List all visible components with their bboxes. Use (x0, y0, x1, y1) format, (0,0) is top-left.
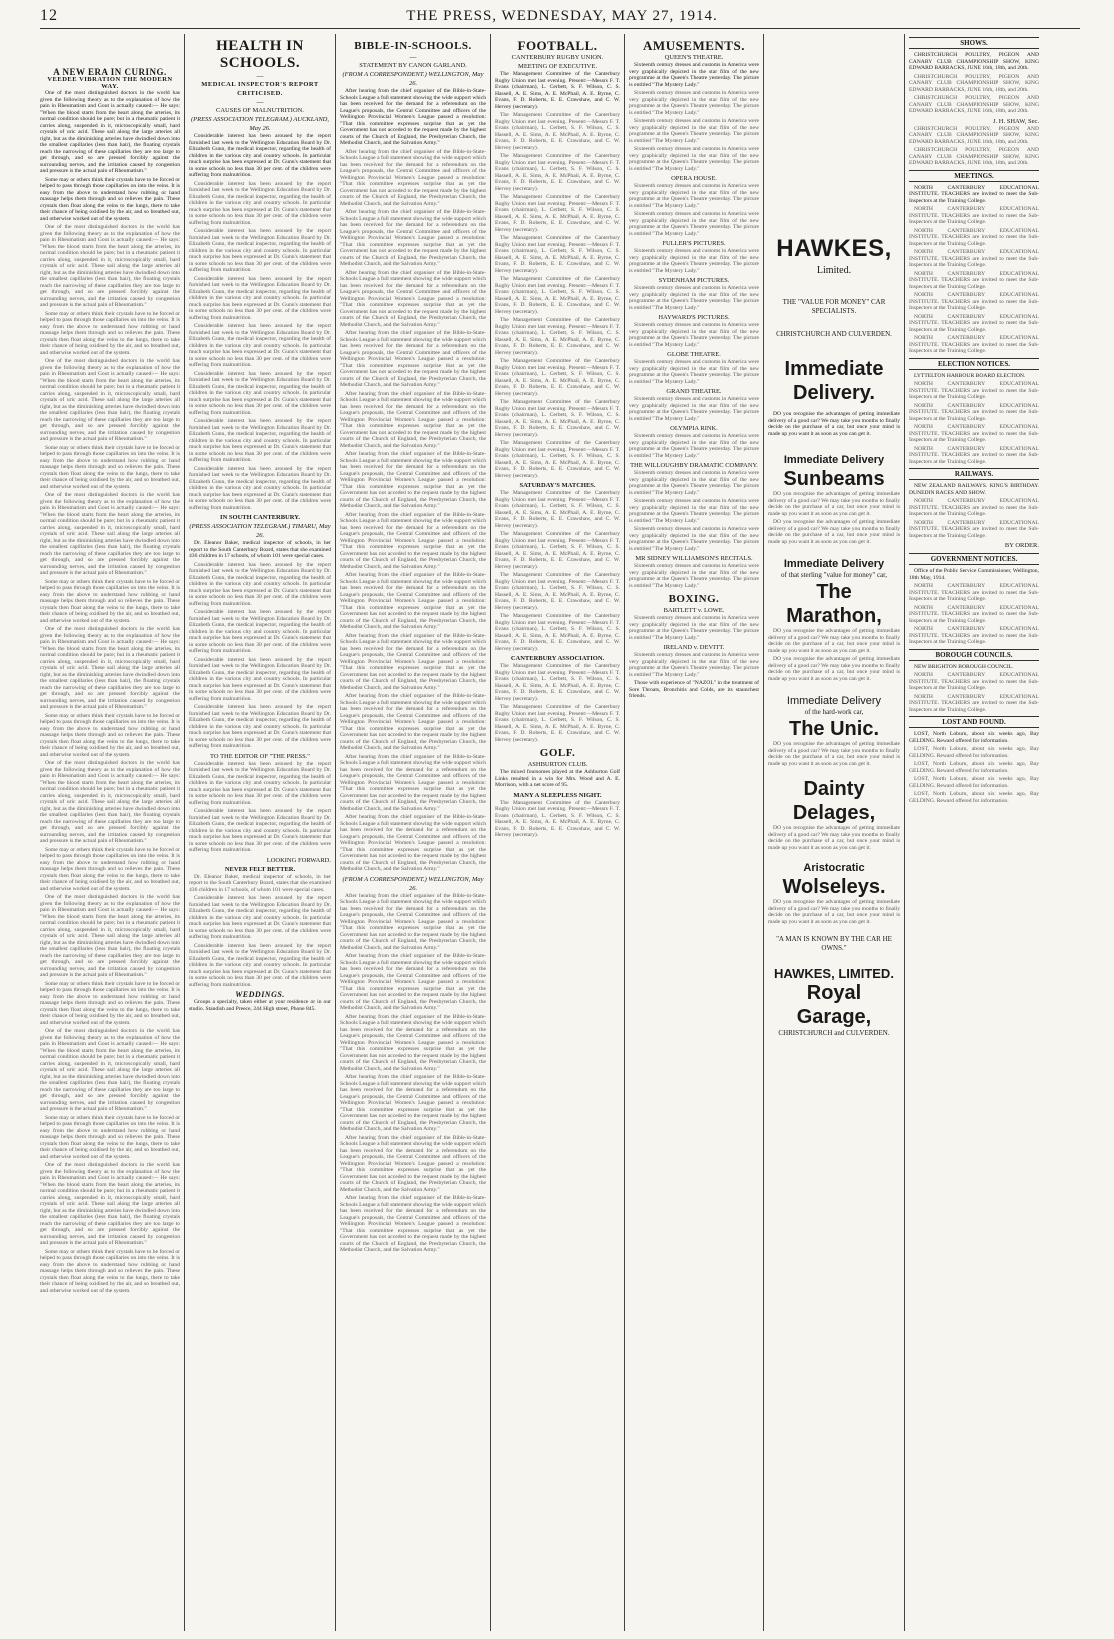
section-railways: RAILWAYS. (909, 468, 1039, 480)
ad-hawkes: HAWKES, Limited. THE "VALUE FOR MONEY" CAR SPECIALISTS. CHRISTCHURCH AND CULVERDEN. Immediate Delivery. DO you recognise the advantages of getting immediate delivery of a good car? We may take you months to finally decide on the purchase of a car, but once your mind is made up you want it as soon as you can get it. Immediate Delivery Sunbeams DO you recognise the advantages of getting immediate delivery of a good car? We may take you months to finally decide on the purchase of a car, but once your mind is made up you want it as soon as you can get it. DO you recognise the advantages of getting immediate delivery of a good car? We may take you months to finally decide on the purchase of a car, but once your mind is made up you want it as soon as you can get it. Immediate Delivery of that sterling "value for money" car, The Marathon, DO you recognise the advantages of getting immediate delivery of a good car? We may take you months to finally decide on the purchase of a car, but once your mind is made up you want it as soon as you can get it. DO you recognise the advantages of getting immediate delivery of a good car? We may take you months to finally decide on the purchase of a car, but once your mind is made up you want it as soon as you can get it. Immediate Delivery of the hard-work car, The Unic. DO you recognise the advantages of getting immediate delivery of a good car? We may take you months to finally decide on the purchase of a car, but once your mind is made up you want it as soon as you can get it. Dainty Delages, DO you recognise the advantages of getting immediate delivery of a good car? We may take you months to finally decide on the purchase of a car, but once your mind is made up you want it as soon as you can get it. Aristocratic Wolseleys. DO you recognise the advantages of getting immediate delivery of a good car? We may take you months to finally decide on the purchase of a car, but once your mind is made up you want it as soon as you can get it. "A MAN IS KNOWN BY THE CAR HE OWNS." HAWKES, LIMITED. Royal Garage, CHRISTCHURCH and CULVERDEN. (768, 235, 900, 1037)
headline-health: HEALTH IN SCHOOLS. (216, 38, 304, 71)
column-rule (335, 34, 336, 1631)
column-health: HEALTH IN SCHOOLS. — MEDICAL INSPECTOR'S REPORT CRITICISED. — CAUSES OF MALNUTRITION. (PRESS ASSOCIATION TELEGRAM.) AUCKLAND, May 26. Considerable interest has been aroused by the report furnished last week to the Wellington Education Board by Dr. Elizabeth Gunn, the medical inspector, regarding the health of children in the various city and country schools. In particular much surprise has been expressed at Dr. Gunn's statement that in some schools no less than 30 per cent. of the children were suffering from malnutrition. Considerable interest has been aroused by the report furnished last week to the Wellington Education Board by Dr. Elizabeth Gunn, the medical inspector, regarding the health of children in the various city and country schools. In particular much surprise has been expressed at Dr. Gunn's statement that in some schools no less than 30 per cent. of the children were suffering from malnutrition. Considerable interest has been aroused by the report furnished last week to the Wellington Education Board by Dr. Elizabeth Gunn, the medical inspector, regarding the health of children in the various city and country schools. In particular much surprise has been expressed at Dr. Gunn's statement that in some schools no less than 30 per cent. of the children were suffering from malnutrition. Considerable interest has been aroused by the report furnished last week to the Wellington Education Board by Dr. Elizabeth Gunn, the medical inspector, regarding the health of children in the various city and country schools. In particular much surprise has been expressed at Dr. Gunn's statement that in some schools no less than 30 per cent. of the children were suffering from malnutrition. Considerable interest has been aroused by the report furnished last week to the Wellington Education Board by Dr. Elizabeth Gunn, the medical inspector, regarding the health of children in the various city and country schools. In particular much surprise has been expressed at Dr. Gunn's statement that in some schools no less than 30 per cent. of the children were suffering from malnutrition. Considerable interest has been aroused by the report furnished last week to the Wellington Education Board by Dr. Elizabeth Gunn, the medical inspector, regarding the health of children in the various city and country schools. In particular much surprise has been expressed at Dr. Gunn's statement that in some schools no less than 30 per cent. of the children were suffering from malnutrition. Considerable interest has been aroused by the report furnished last week to the Wellington Education Board by Dr. Elizabeth Gunn, the medical inspector, regarding the health of children in the various city and country schools. In particular much surprise has been expressed at Dr. Gunn's statement that in some schools no less than 30 per cent. of the children were suffering from malnutrition. Considerable interest has been aroused by the report furnished last week to the Wellington Education Board by Dr. Elizabeth Gunn, the medical inspector, regarding the health of children in the various city and country schools. In particular much surprise has been expressed at Dr. Gunn's statement that in some schools no less than 30 per cent. of the children were suffering from malnutrition. IN SOUTH CANTERBURY. (PRESS ASSOCIATION TELEGRAM.) TIMARU, May 26. Dr. Eleanor Baker, medical inspector of schools, in her report to the South Canterbury Board, states that she examined 436 children in 17 schools, of whom 101 were special cases. Considerable interest has been aroused by the report furnished last week to the Wellington Education Board by Dr. Elizabeth Gunn, the medical inspector, regarding the health of children in the various city and country schools. In particular much surprise has been expressed at Dr. Gunn's statement that in some schools no less than 30 per cent. of the children were suffering from malnutrition. Considerable interest has been aroused by the report furnished last week to the Wellington Education Board by Dr. Elizabeth Gunn, the medical inspector, regarding the health of children in the various city and country schools. In particular much surprise has been expressed at Dr. Gunn's statement that in some schools no less than 30 per cent. of the children were suffering from malnutrition. Considerable interest has been aroused by the report furnished last week to the Wellington Education Board by Dr. Elizabeth Gunn, the medical inspector, regarding the health of children in the various city and country schools. In particular much surprise has been expressed at Dr. Gunn's statement that in some schools no less than 30 per cent. of the children were suffering from malnutrition. Considerable interest has been aroused by the report furnished last week to the Wellington Education Board by Dr. Elizabeth Gunn, the medical inspector, regarding the health of children in the various city and country schools. In particular much surprise has been expressed at Dr. Gunn's statement that in some schools no less than 30 per cent. of the children were suffering from malnutrition. TO THE EDITOR OF "THE PRESS." Considerable interest has been aroused by the report furnished last week to the Wellington Education Board by Dr. Elizabeth Gunn, the medical inspector, regarding the health of children in the various city and country schools. In particular much surprise has been expressed at Dr. Gunn's statement that in some schools no less than 30 per cent. of the children were suffering from malnutrition. Considerable interest has been aroused by the report furnished last week to the Wellington Education Board by Dr. Elizabeth Gunn, the medical inspector, regarding the health of children in the various city and country schools. In particular much surprise has been expressed at Dr. Gunn's statement that in some schools no less than 30 per cent. of the children were suffering from malnutrition. LOOKING FORWARD. NEVER FELT BETTER. Dr. Eleanor Baker, medical inspector of schools, in her report to the South Canterbury Board, states that she examined 436 children in 17 schools, of whom 101 were special cases. Considerable interest has been aroused by the report furnished last week to the Wellington Education Board by Dr. Elizabeth Gunn, the medical inspector, regarding the health of children in the various city and country schools. In particular much surprise has been expressed at Dr. Gunn's statement that in some schools no less than 30 per cent. of the children were suffering from malnutrition. Considerable interest has been aroused by the report furnished last week to the Wellington Education Board by Dr. Elizabeth Gunn, the medical inspector, regarding the health of children in the various city and country schools. In particular much surprise has been expressed at Dr. Gunn's statement that in some schools no less than 30 per cent. of the children were suffering from malnutrition. WEDDINGS. Groups a specialty, taken either at your residence or in our studio. Standish and Preece, 244 High street, Phone 845. (189, 38, 331, 1012)
section-meetings: MEETINGS. (909, 170, 1039, 182)
ad-quote: "A MAN IS KNOWN BY THE CAR HE OWNS." (776, 935, 892, 952)
subhead-veedee: VEEDEE VIBRATION THE MODERN WAY. (47, 76, 173, 90)
column-bible: BIBLE-IN-SCHOOLS. — STATEMENT BY CANON GARLAND. (FROM A CORRESPONDENT.) WELLINGTON, May 26. After hearing from the chief organiser of the Bible-in-State-Schools League a full statement showing the wide support which has been received for the demand for a referendum on the League's proposals, the Central Committee and officers of the Wellington Provincial Women's League passed a resolution: "That this committee expresses surprise that as yet the Government has not acceded to the request made by the highest courts of the Church of England, the Presbyterian Church, the Methodist Church, and the Salvation Army." After hearing from the chief organiser of the Bible-in-State-Schools League a full statement showing the wide support which has been received for the demand for a referendum on the League's proposals, the Central Committee and officers of the Wellington Provincial Women's League passed a resolution: "That this committee expresses surprise that as yet the Government has not acceded to the request made by the highest courts of the Church of England, the Presbyterian Church, the Methodist Church, and the Salvation Army." After hearing from the chief organiser of the Bible-in-State-Schools League a full statement showing the wide support which has been received for the demand for a referendum on the League's proposals, the Central Committee and officers of the Wellington Provincial Women's League passed a resolution: "That this committee expresses surprise that as yet the Government has not acceded to the request made by the highest courts of the Church of England, the Presbyterian Church, the Methodist Church, and the Salvation Army." After hearing from the chief organiser of the Bible-in-State-Schools League a full statement showing the wide support which has been received for the demand for a referendum on the League's proposals, the Central Committee and officers of the Wellington Provincial Women's League passed a resolution: "That this committee expresses surprise that as yet the Government has not acceded to the request made by the highest courts of the Church of England, the Presbyterian Church, the Methodist Church, and the Salvation Army." After hearing from the chief organiser of the Bible-in-State-Schools League a full statement showing the wide support which has been received for the demand for a referendum on the League's proposals, the Central Committee and officers of the Wellington Provincial Women's League passed a resolution: "That this committee expresses surprise that as yet the Government has not acceded to the request made by the highest courts of the Church of England, the Presbyterian Church, the Methodist Church, and the Salvation Army." After hearing from the chief organiser of the Bible-in-State-Schools League a full statement showing the wide support which has been received for the demand for a referendum on the League's proposals, the Central Committee and officers of the Wellington Provincial Women's League passed a resolution: "That this committee expresses surprise that as yet the Government has not acceded to the request made by the highest courts of the Church of England, the Presbyterian Church, the Methodist Church, and the Salvation Army." After hearing from the chief organiser of the Bible-in-State-Schools League a full statement showing the wide support which has been received for the demand for a referendum on the League's proposals, the Central Committee and officers of the Wellington Provincial Women's League passed a resolution: "That this committee expresses surprise that as yet the Government has not acceded to the request made by the highest courts of the Church of England, the Presbyterian Church, the Methodist Church, and the Salvation Army." After hearing from the chief organiser of the Bible-in-State-Schools League a full statement showing the wide support which has been received for the demand for a referendum on the League's proposals, the Central Committee and officers of the Wellington Provincial Women's League passed a resolution: "That this committee expresses surprise that as yet the Government has not acceded to the request made by the highest courts of the Church of England, the Presbyterian Church, the Methodist Church, and the Salvation Army." After hearing from the chief organiser of the Bible-in-State-Schools League a full statement showing the wide support which has been received for the demand for a referendum on the League's proposals, the Central Committee and officers of the Wellington Provincial Women's League passed a resolution: "That this committee expresses surprise that as yet the Government has not acceded to the request made by the highest courts of the Church of England, the Presbyterian Church, the Methodist Church, and the Salvation Army." After hearing from the chief organiser of the Bible-in-State-Schools League a full statement showing the wide support which has been received for the demand for a referendum on the League's proposals, the Central Committee and officers of the Wellington Provincial Women's League passed a resolution: "That this committee expresses surprise that as yet the Government has not acceded to the request made by the highest courts of the Church of England, the Presbyterian Church, the Methodist Church, and the Salvation Army." After hearing from the chief organiser of the Bible-in-State-Schools League a full statement showing the wide support which has been received for the demand for a referendum on the League's proposals, the Central Committee and officers of the Wellington Provincial Women's League passed a resolution: "That this committee expresses surprise that as yet the Government has not acceded to the request made by the highest courts of the Church of England, the Presbyterian Church, the Methodist Church, and the Salvation Army." After hearing from the chief organiser of the Bible-in-State-Schools League a full statement showing the wide support which has been received for the demand for a referendum on the League's proposals, the Central Committee and officers of the Wellington Provincial Women's League passed a resolution: "That this committee expresses surprise that as yet the Government has not acceded to the request made by the highest courts of the Church of England, the Presbyterian Church, the Methodist Church, and the Salvation Army." After hearing from the chief organiser of the Bible-in-State-Schools League a full statement showing the wide support which has been received for the demand for a referendum on the League's proposals, the Central Committee and officers of the Wellington Provincial Women's League passed a resolution: "That this committee expresses surprise that as yet the Government has not acceded to the request made by the highest courts of the Church of England, the Presbyterian Church, the Methodist Church, and the Salvation Army." (FROM A CORRESPONDENT.) WELLINGTON, May 26. After hearing from the chief organiser of the Bible-in-State-Schools League a full statement showing the wide support which has been received for the demand for a referendum on the League's proposals, the Central Committee and officers of the Wellington Provincial Women's League passed a resolution: "That this committee expresses surprise that as yet the Government has not acceded to the request made by the highest courts of the Church of England, the Presbyterian Church, the Methodist Church, and the Salvation Army." After hearing from the chief organiser of the Bible-in-State-Schools League a full statement showing the wide support which has been received for the demand for a referendum on the League's proposals, the Central Committee and officers of the Wellington Provincial Women's League passed a resolution: "That this committee expresses surprise that as yet the Government has not acceded to the request made by the highest courts of the Church of England, the Presbyterian Church, the Methodist Church, and the Salvation Army." After hearing from the chief organiser of the Bible-in-State-Schools League a full statement showing the wide support which has been received for the demand for a referendum on the League's proposals, the Central Committee and officers of the Wellington Provincial Women's League passed a resolution: "That this committee expresses surprise that as yet the Government has not acceded to the request made by the highest courts of the Church of England, the Presbyterian Church, the Methodist Church, and the Salvation Army." After hearing from the chief organiser of the Bible-in-State-Schools League a full statement showing the wide support which has been received for the demand for a referendum on the League's proposals, the Central Committee and officers of the Wellington Provincial Women's League passed a resolution: "That this committee expresses surprise that as yet the Government has not acceded to the request made by the highest courts of the Church of England, the Presbyterian Church, the Methodist Church, and the Salvation Army." After hearing from the chief organiser of the Bible-in-State-Schools League a full statement showing the wide support which has been received for the demand for a referendum on the League's proposals, the Central Committee and officers of the Wellington Provincial Women's League passed a resolution: "That this committee expresses surprise that as yet the Government has not acceded to the request made by the highest courts of the Church of England, the Presbyterian Church, the Methodist Church, and the Salvation Army." After hearing from the chief organiser of the Bible-in-State-Schools League a full statement showing the wide support which has been received for the demand for a referendum on the League's proposals, the Central Committee and officers of the Wellington Provincial Women's League passed a resolution: "That this committee expresses surprise that as yet the Government has not acceded to the request made by the highest courts of the Church of England, the Presbyterian Church, the Methodist Church, and the Salvation Army." (340, 40, 486, 1253)
column-rule (184, 34, 185, 1631)
column-amusements: AMUSEMENTS. QUEEN'S THEATRE. Sixteenth century dresses and customs in America were very graphically depicted in the star film of the new programme at the Queen's Theatre yesterday. The picture is entitled "The Mystery Lady." Sixteenth century dresses and customs in America were very graphically depicted in the star film of the new programme at the Queen's Theatre yesterday. The picture is entitled "The Mystery Lady." Sixteenth century dresses and customs in America were very graphically depicted in the star film of the new programme at the Queen's Theatre yesterday. The picture is entitled "The Mystery Lady." Sixteenth century dresses and customs in America were very graphically depicted in the star film of the new programme at the Queen's Theatre yesterday. The picture is entitled "The Mystery Lady." OPERA HOUSE. Sixteenth century dresses and customs in America were very graphically depicted in the star film of the new programme at the Queen's Theatre yesterday. The picture is entitled "The Mystery Lady." Sixteenth century dresses and customs in America were very graphically depicted in the star film of the new programme at the Queen's Theatre yesterday. The picture is entitled "The Mystery Lady." FULLER'S PICTURES. Sixteenth century dresses and customs in America were very graphically depicted in the star film of the new programme at the Queen's Theatre yesterday. The picture is entitled "The Mystery Lady." SYDENHAM PICTURES. Sixteenth century dresses and customs in America were very graphically depicted in the star film of the new programme at the Queen's Theatre yesterday. The picture is entitled "The Mystery Lady." HAYWARD'S PICTURES. Sixteenth century dresses and customs in America were very graphically depicted in the star film of the new programme at the Queen's Theatre yesterday. The picture is entitled "The Mystery Lady." GLOBE THEATRE. Sixteenth century dresses and customs in America were very graphically depicted in the star film of the new programme at the Queen's Theatre yesterday. The picture is entitled "The Mystery Lady." GRAND THEATRE. Sixteenth century dresses and customs in America were very graphically depicted in the star film of the new programme at the Queen's Theatre yesterday. The picture is entitled "The Mystery Lady." OLYMPIA RINK. Sixteenth century dresses and customs in America were very graphically depicted in the star film of the new programme at the Queen's Theatre yesterday. The picture is entitled "The Mystery Lady." THE WILLOUGHBY DRAMATIC COMPANY. Sixteenth century dresses and customs in America were very graphically depicted in the star film of the new programme at the Queen's Theatre yesterday. The picture is entitled "The Mystery Lady." Sixteenth century dresses and customs in America were very graphically depicted in the star film of the new programme at the Queen's Theatre yesterday. The picture is entitled "The Mystery Lady." Sixteenth century dresses and customs in America were very graphically depicted in the star film of the new programme at the Queen's Theatre yesterday. The picture is entitled "The Mystery Lady." MR SIDNEY WILLIAMSON'S RECITALS. Sixteenth century dresses and customs in America were very graphically depicted in the star film of the new programme at the Queen's Theatre yesterday. The picture is entitled "The Mystery Lady." BOXING. BARTLETT v. LOWE. Sixteenth century dresses and customs in America were very graphically depicted in the star film of the new programme at the Queen's Theatre yesterday. The picture is entitled "The Mystery Lady." IRELAND v. DEVITT. Sixteenth century dresses and customs in America were very graphically depicted in the star film of the new programme at the Queen's Theatre yesterday. The picture is entitled "The Mystery Lady." Those with experience of "NAZOL" in the treatment of Sore Throats, Bronchitis and Colds, are its staunchest friends. (629, 38, 759, 699)
dateline-auckland: (PRESS ASSOCIATION TELEGRAM.) AUCKLAND, May 26. (190, 116, 329, 132)
ad-marathon: The Marathon, (786, 581, 882, 627)
page-number: 12 (40, 7, 58, 24)
column-rule (490, 34, 491, 1631)
health-body: Considerable interest has been aroused by the report furnished last week to the Wellington Education Board by Dr. Elizabeth Gunn, the medical inspector, regarding the health of children in the various city and country schools. In particular much surprise has been expressed at Dr. Gunn's statement that in some schools no less than 30 per cent. of the children were suffering from malnutrition. (189, 133, 331, 178)
masthead (40, 4, 1080, 29)
section-lost-found: LOST AND FOUND. (909, 716, 1039, 728)
ad-brand: HAWKES, (776, 235, 892, 262)
paper-title: THE PRESS, WEDNESDAY, MAY 27, 1914. (406, 7, 718, 24)
ad-delages: Dainty Delages, (792, 778, 876, 824)
ad-royal-garage: Royal Garage, (796, 982, 872, 1028)
ad-tagline: THE "VALUE FOR MONEY" CAR SPECIALISTS. (782, 298, 886, 315)
weddings-notice: Groups a specialty, taken either at your residence or in our studio. Standish and Preece, 244 High street, Phone 845. (189, 999, 331, 1012)
article-filler: One of the most distinguished doctors in the world has given the following theory as to the explanation of how the pain in Rheumatism and Gout is actually caused:— He says: "When the blood starts from the heart along the arteries, its normal condition should be pure; but in a rheumatic patient it carries along, suspended in it, microscopically small, hard crystals of uric acid. These sail along the large arteries all right, but as the diminishing arteries have dwindled down into the smallest capillaries (less than hair), the floating crystals reach the narrowing of these capillaries they are too large to get through, and so are pressed forcibly against the surrounding nerves, and the irritation caused by congestion and pressure is the actual pain of Rheumatism." (40, 224, 180, 308)
ad-unic: The Unic. (788, 718, 879, 740)
ad-footer-brand: HAWKES, LIMITED. (774, 966, 894, 981)
weddings-heading: WEDDINGS. (235, 990, 285, 999)
subhead-causes: CAUSES OF MALNUTRITION. (216, 107, 304, 114)
headline-boxing: BOXING. (668, 593, 720, 605)
article-lead: One of the most distinguished doctors in the world has given the following theory as to the explanation of how the pain in Rheumatism and Gout is actually caused:— He says: "When the blood starts from the heart along the arteries, its normal condition should be pure; but in a rheumatic patient it carries along, suspended in it, microscopically small, hard crystals of uric acid. These sail along the large arteries all right, but as the diminishing arteries have dwindled down into the smallest capillaries (less than hair), the floating crystals reach the narrowing of these capillaries they are too large to get through, and so are pressed forcibly against the surrounding nerves, and the irritation caused by congestion and pressure is the actual pain of Rheumatism." (40, 90, 180, 174)
headline-golf: GOLF. (539, 747, 576, 759)
column-curing: A NEW ERA IN CURING. VEEDEE VIBRATION THE MODERN WAY. One of the most distinguished doctors in the world has given the following theory as to the explanation of how the pain in Rheumatism and Gout is actually caused:— He says: "When the blood starts from the heart along the arteries, its normal condition should be pure; but in a rheumatic patient it carries along, suspended in it, microscopically small, hard crystals of uric acid. These sail along the large arteries all right, but as the diminishing arteries have dwindled down into the smallest capillaries (less than hair), the floating crystals reach the narrowing of these capillaries they are too large to get through, and so are pressed forcibly against the surrounding nerves, and the irritation caused by congestion and pressure is the actual pain of Rheumatism." Some may or others think their crystals have to be forced or helped to pass through those capillaries on into the veins. It is easy from the above to understand how rubbing or hand massage helps them through and so relieves the pain. These crystals then float along the veins to the lungs, there to take their chance of being oxidised by the air, and so breathed out, and otherwise worked out of the system. One of the most distinguished doctors in the world has given the following theory as to the explanation of how the pain in Rheumatism and Gout is actually caused:— He says: "When the blood starts from the heart along the arteries, its normal condition should be pure; but in a rheumatic patient it carries along, suspended in it, microscopically small, hard crystals of uric acid. These sail along the large arteries all right, but as the diminishing arteries have dwindled down into the smallest capillaries (less than hair), the floating crystals reach the narrowing of these capillaries they are too large to get through, and so are pressed forcibly against the surrounding nerves, and the irritation caused by congestion and pressure is the actual pain of Rheumatism." Some may or others think their crystals have to be forced or helped to pass through those capillaries on into the veins. It is easy from the above to understand how rubbing or hand massage helps them through and so relieves the pain. These crystals then float along the veins to the lungs, there to take their chance of being oxidised by the air, and so breathed out, and otherwise worked out of the system. One of the most distinguished doctors in the world has given the following theory as to the explanation of how the pain in Rheumatism and Gout is actually caused:— He says: "When the blood starts from the heart along the arteries, its normal condition should be pure; but in a rheumatic patient it carries along, suspended in it, microscopically small, hard crystals of uric acid. These sail along the large arteries all right, but as the diminishing arteries have dwindled down into the smallest capillaries (less than hair), the floating crystals reach the narrowing of these capillaries they are too large to get through, and so are pressed forcibly against the surrounding nerves, and the irritation caused by congestion and pressure is the actual pain of Rheumatism." Some may or others think their crystals have to be forced or helped to pass through those capillaries on into the veins. It is easy from the above to understand how rubbing or hand massage helps them through and so relieves the pain. These crystals then float along the veins to the lungs, there to take their chance of being oxidised by the air, and so breathed out, and otherwise worked out of the system. One of the most distinguished doctors in the world has given the following theory as to the explanation of how the pain in Rheumatism and Gout is actually caused:— He says: "When the blood starts from the heart along the arteries, its normal condition should be pure; but in a rheumatic patient it carries along, suspended in it, microscopically small, hard crystals of uric acid. These sail along the large arteries all right, but as the diminishing arteries have dwindled down into the smallest capillaries (less than hair), the floating crystals reach the narrowing of these capillaries they are too large to get through, and so are pressed forcibly against the surrounding nerves, and the irritation caused by congestion and pressure is the actual pain of Rheumatism." Some may or others think their crystals have to be forced or helped to pass through those capillaries on into the veins. It is easy from the above to understand how rubbing or hand massage helps them through and so relieves the pain. These crystals then float along the veins to the lungs, there to take their chance of being oxidised by the air, and so breathed out, and otherwise worked out of the system. One of the most distinguished doctors in the world has given the following theory as to the explanation of how the pain in Rheumatism and Gout is actually caused:— He says: "When the blood starts from the heart along the arteries, its normal condition should be pure; but in a rheumatic patient it carries along, suspended in it, microscopically small, hard crystals of uric acid. These sail along the large arteries all right, but as the diminishing arteries have dwindled down into the smallest capillaries (less than hair), the floating crystals reach the narrowing of these capillaries they are too large to get through, and so are pressed forcibly against the surrounding nerves, and the irritation caused by congestion and pressure is the actual pain of Rheumatism." Some may or others think their crystals have to be forced or helped to pass through those capillaries on into the veins. It is easy from the above to understand how rubbing or hand massage helps them through and so relieves the pain. These crystals then float along the veins to the lungs, there to take their chance of being oxidised by the air, and so breathed out, and otherwise worked out of the system. One of the most distinguished doctors in the world has given the following theory as to the explanation of how the pain in Rheumatism and Gout is actually caused:— He says: "When the blood starts from the heart along the arteries, its normal condition should be pure; but in a rheumatic patient it carries along, suspended in it, microscopically small, hard crystals of uric acid. These sail along the large arteries all right, but as the diminishing arteries have dwindled down into the smallest capillaries (less than hair), the floating crystals reach the narrowing of these capillaries they are too large to get through, and so are pressed forcibly against the surrounding nerves, and the irritation caused by congestion and pressure is the actual pain of Rheumatism." Some may or others think their crystals have to be forced or helped to pass through those capillaries on into the veins. It is easy from the above to understand how rubbing or hand massage helps them through and so relieves the pain. These crystals then float along the veins to the lungs, there to take their chance of being oxidised by the air, and so breathed out, and otherwise worked out of the system. One of the most distinguished doctors in the world has given the following theory as to the explanation of how the pain in Rheumatism and Gout is actually caused:— He says: "When the blood starts from the heart along the arteries, its normal condition should be pure; but in a rheumatic patient it carries along, suspended in it, microscopically small, hard crystals of uric acid. These sail along the large arteries all right, but as the diminishing arteries have dwindled down into the smallest capillaries (less than hair), the floating crystals reach the narrowing of these capillaries they are too large to get through, and so are pressed forcibly against the surrounding nerves, and the irritation caused by congestion and pressure is the actual pain of Rheumatism." Some may or others think their crystals have to be forced or helped to pass through those capillaries on into the veins. It is easy from the above to understand how rubbing or hand massage helps them through and so relieves the pain. These crystals then float along the veins to the lungs, there to take their chance of being oxidised by the air, and so breathed out, and otherwise worked out of the system. One of the most distinguished doctors in the world has given the following theory as to the explanation of how the pain in Rheumatism and Gout is actually caused:— He says: "When the blood starts from the heart along the arteries, its normal condition should be pure; but in a rheumatic patient it carries along, suspended in it, microscopically small, hard crystals of uric acid. These sail along the large arteries all right, but as the diminishing arteries have dwindled down into the smallest capillaries (less than hair), the floating crystals reach the narrowing of these capillaries they are too large to get through, and so are pressed forcibly against the surrounding nerves, and the irritation caused by congestion and pressure is the actual pain of Rheumatism." Some may or others think their crystals have to be forced or helped to pass through those capillaries on into the veins. It is easy from the above to understand how rubbing or hand massage helps them through and so relieves the pain. These crystals then float along the veins to the lungs, there to take their chance of being oxidised by the air, and so breathed out, and otherwise worked out of the system. One of the most distinguished doctors in the world has given the following theory as to the explanation of how the pain in Rheumatism and Gout is actually caused:— He says: "When the blood starts from the heart along the arteries, its normal condition should be pure; but in a rheumatic patient it carries along, suspended in it, microscopically small, hard crystals of uric acid. These sail along the large arteries all right, but as the diminishing arteries have dwindled down into the smallest capillaries (less than hair), the floating crystals reach the narrowing of these capillaries they are too large to get through, and so are pressed forcibly against the surrounding nerves, and the irritation caused by congestion and pressure is the actual pain of Rheumatism." Some may or others think their crystals have to be forced or helped to pass through those capillaries on into the veins. It is easy from the above to understand how rubbing or hand massage helps them through and so relieves the pain. These crystals then float along the veins to the lungs, there to take their chance of being oxidised by the air, and so breathed out, and otherwise worked out of the system. (40, 67, 180, 1294)
subhead-canon: STATEMENT BY CANON GARLAND. (359, 62, 467, 69)
column-rule (624, 34, 625, 1631)
column-classifieds: SHOWS. CHRISTCHURCH POULTRY, PIGEON AND CANARY CLUB CHAMPIONSHIP SHOW, KING EDWARD BARRACKS, JUNE 16th, 18th, and 20th. CHRISTCHURCH POULTRY, PIGEON AND CANARY CLUB CHAMPIONSHIP SHOW, KING EDWARD BARRACKS, JUNE 16th, 18th, and 20th. CHRISTCHURCH POULTRY, PIGEON AND CANARY CLUB CHAMPIONSHIP SHOW, KING EDWARD BARRACKS, JUNE 16th, 18th, and 20th. J. H. SHAW, Sec. CHRISTCHURCH POULTRY, PIGEON AND CANARY CLUB CHAMPIONSHIP SHOW, KING EDWARD BARRACKS, JUNE 16th, 18th, and 20th. CHRISTCHURCH POULTRY, PIGEON AND CANARY CLUB CHAMPIONSHIP SHOW, KING EDWARD BARRACKS, JUNE 16th, 18th, and 20th. MEETINGS. NORTH CANTERBURY EDUCATIONAL INSTITUTE. TEACHERS are invited to meet the Sub-Inspectors at the Training College. NORTH CANTERBURY EDUCATIONAL INSTITUTE. TEACHERS are invited to meet the Sub-Inspectors at the Training College. NORTH CANTERBURY EDUCATIONAL INSTITUTE. TEACHERS are invited to meet the Sub-Inspectors at the Training College. NORTH CANTERBURY EDUCATIONAL INSTITUTE. TEACHERS are invited to meet the Sub-Inspectors at the Training College. NORTH CANTERBURY EDUCATIONAL INSTITUTE. TEACHERS are invited to meet the Sub-Inspectors at the Training College. NORTH CANTERBURY EDUCATIONAL INSTITUTE. TEACHERS are invited to meet the Sub-Inspectors at the Training College. NORTH CANTERBURY EDUCATIONAL INSTITUTE. TEACHERS are invited to meet the Sub-Inspectors at the Training College. NORTH CANTERBURY EDUCATIONAL INSTITUTE. TEACHERS are invited to meet the Sub-Inspectors at the Training College. ELECTION NOTICES. LYTTELTON HARBOUR BOARD ELECTION. NORTH CANTERBURY EDUCATIONAL INSTITUTE. TEACHERS are invited to meet the Sub-Inspectors at the Training College. NORTH CANTERBURY EDUCATIONAL INSTITUTE. TEACHERS are invited to meet the Sub-Inspectors at the Training College. NORTH CANTERBURY EDUCATIONAL INSTITUTE. TEACHERS are invited to meet the Sub-Inspectors at the Training College. NORTH CANTERBURY EDUCATIONAL INSTITUTE. TEACHERS are invited to meet the Sub-Inspectors at the Training College. RAILWAYS. NEW ZEALAND RAILWAYS. KING'S BIRTHDAY. DUNEDIN RACES AND SHOW. NORTH CANTERBURY EDUCATIONAL INSTITUTE. TEACHERS are invited to meet the Sub-Inspectors at the Training College. NORTH CANTERBURY EDUCATIONAL INSTITUTE. TEACHERS are invited to meet the Sub-Inspectors at the Training College. BY ORDER. GOVERNMENT NOTICES. Office of the Public Service Commissioner, Wellington, 18th May, 1914. NORTH CANTERBURY EDUCATIONAL INSTITUTE. TEACHERS are invited to meet the Sub-Inspectors at the Training College. NORTH CANTERBURY EDUCATIONAL INSTITUTE. TEACHERS are invited to meet the Sub-Inspectors at the Training College. NORTH CANTERBURY EDUCATIONAL INSTITUTE. TEACHERS are invited to meet the Sub-Inspectors at the Training College. BOROUGH COUNCILS. NEW BRIGHTON BOROUGH COUNCIL. NORTH CANTERBURY EDUCATIONAL INSTITUTE. TEACHERS are invited to meet the Sub-Inspectors at the Training College. NORTH CANTERBURY EDUCATIONAL INSTITUTE. TEACHERS are invited to meet the Sub-Inspectors at the Training College. LOST AND FOUND. LOST, North Loburn, about six weeks ago, Bay GELDING. Reward offered for information. LOST, North Loburn, about six weeks ago, Bay GELDING. Reward offered for information. LOST, North Loburn, about six weeks ago, Bay GELDING. Reward offered for information. LOST, North Loburn, about six weeks ago, Bay GELDING. Reward offered for information. LOST, North Loburn, about six weeks ago, Bay GELDING. Reward offered for information. (909, 39, 1039, 804)
ad-immediate-delivery: Immediate Delivery. (784, 358, 884, 404)
football-body: The Management Committee of the Canterbury Rugby Union met last evening. Present:—Messrs F. T. Evans (chairman), L. Cerbett, S. F. Wilson, C. S. Hassell, A. E. Sims, A. E. McPhail, A. E. Byrne, C. Evans, F. D. Roberts, E. E. Crawshaw, and C. W. Hervey (secretary). (495, 71, 620, 110)
headline-football: FOOTBALL. (517, 38, 598, 53)
column-rule (904, 34, 905, 1631)
headline-new-era: A NEW ERA IN CURING. (53, 67, 167, 77)
section-government: GOVERNMENT NOTICES. (909, 553, 1039, 565)
section-south-canterbury: IN SOUTH CANTERBURY. (220, 514, 300, 521)
headline-bible: BIBLE-IN-SCHOOLS. (354, 40, 472, 52)
headline-amusements: AMUSEMENTS. (643, 38, 745, 53)
section-shows: SHOWS. (909, 37, 1039, 49)
section-election: ELECTION NOTICES. (909, 358, 1039, 370)
article-body: Some may or others think their crystals have to be forced or helped to pass through those capillaries on into the veins. It is easy from the above to understand how rubbing or hand massage helps them through and so relieves the pain. These crystals then float along the veins to the lungs, there to take their chance of being oxidised by the air, and so breathed out, and otherwise worked out of the system. (40, 176, 180, 222)
section-borough: BOROUGH COUNCILS. (909, 649, 1039, 661)
ad-wolseleys: Wolseleys. (782, 876, 886, 898)
section-saturday: SATURDAY'S MATCHES. (519, 482, 596, 489)
bible-body: After hearing from the chief organiser of the Bible-in-State-Schools League a full statement showing the wide support which has been received for the demand for a referendum on the League's proposals, the Central Committee and officers of the Wellington Provincial Women's League passed a resolution: "That this committee expresses surprise that as yet the Government has not acceded to the request made by the highest courts of the Church of England, the Presbyterian Church, the Methodist Church, and the Salvation Army." (340, 88, 486, 146)
column-rule (763, 34, 764, 1631)
letter-heading: TO THE EDITOR OF "THE PRESS." (210, 752, 310, 760)
subhead-report: MEDICAL INSPECTOR'S REPORT CRITICISED. (201, 81, 319, 97)
letter-signature: LOOKING FORWARD. (266, 856, 331, 864)
ad-sunbeams: Sunbeams (783, 468, 885, 490)
column-football: FOOTBALL. CANTERBURY RUGBY UNION. MEETING OF EXECUTIVE. The Management Committee of the Canterbury Rugby Union met last evening. Present:—Messrs F. T. Evans (chairman), L. Cerbett, S. F. Wilson, C. S. Hassell, A. E. Sims, A. E. McPhail, A. E. Byrne, C. Evans, F. D. Roberts, E. E. Crawshaw, and C. W. Hervey (secretary). The Management Committee of the Canterbury Rugby Union met last evening. Present:—Messrs F. T. Evans (chairman), L. Cerbett, S. F. Wilson, C. S. Hassell, A. E. Sims, A. E. McPhail, A. E. Byrne, C. Evans, F. D. Roberts, E. E. Crawshaw, and C. W. Hervey (secretary). The Management Committee of the Canterbury Rugby Union met last evening. Present:—Messrs F. T. Evans (chairman), L. Cerbett, S. F. Wilson, C. S. Hassell, A. E. Sims, A. E. McPhail, A. E. Byrne, C. Evans, F. D. Roberts, E. E. Crawshaw, and C. W. Hervey (secretary). The Management Committee of the Canterbury Rugby Union met last evening. Present:—Messrs F. T. Evans (chairman), L. Cerbett, S. F. Wilson, C. S. Hassell, A. E. Sims, A. E. McPhail, A. E. Byrne, C. Evans, F. D. Roberts, E. E. Crawshaw, and C. W. Hervey (secretary). The Management Committee of the Canterbury Rugby Union met last evening. Present:—Messrs F. T. Evans (chairman), L. Cerbett, S. F. Wilson, C. S. Hassell, A. E. Sims, A. E. McPhail, A. E. Byrne, C. Evans, F. D. Roberts, E. E. Crawshaw, and C. W. Hervey (secretary). The Management Committee of the Canterbury Rugby Union met last evening. Present:—Messrs F. T. Evans (chairman), L. Cerbett, S. F. Wilson, C. S. Hassell, A. E. Sims, A. E. McPhail, A. E. Byrne, C. Evans, F. D. Roberts, E. E. Crawshaw, and C. W. Hervey (secretary). The Management Committee of the Canterbury Rugby Union met last evening. Present:—Messrs F. T. Evans (chairman), L. Cerbett, S. F. Wilson, C. S. Hassell, A. E. Sims, A. E. McPhail, A. E. Byrne, C. Evans, F. D. Roberts, E. E. Crawshaw, and C. W. Hervey (secretary). The Management Committee of the Canterbury Rugby Union met last evening. Present:—Messrs F. T. Evans (chairman), L. Cerbett, S. F. Wilson, C. S. Hassell, A. E. Sims, A. E. McPhail, A. E. Byrne, C. Evans, F. D. Roberts, E. E. Crawshaw, and C. W. Hervey (secretary). The Management Committee of the Canterbury Rugby Union met last evening. Present:—Messrs F. T. Evans (chairman), L. Cerbett, S. F. Wilson, C. S. Hassell, A. E. Sims, A. E. McPhail, A. E. Byrne, C. Evans, F. D. Roberts, E. E. Crawshaw, and C. W. Hervey (secretary). The Management Committee of the Canterbury Rugby Union met last evening. Present:—Messrs F. T. Evans (chairman), L. Cerbett, S. F. Wilson, C. S. Hassell, A. E. Sims, A. E. McPhail, A. E. Byrne, C. Evans, F. D. Roberts, E. E. Crawshaw, and C. W. Hervey (secretary). SATURDAY'S MATCHES. The Management Committee of the Canterbury Rugby Union met last evening. Present:—Messrs F. T. Evans (chairman), L. Cerbett, S. F. Wilson, C. S. Hassell, A. E. Sims, A. E. McPhail, A. E. Byrne, C. Evans, F. D. Roberts, E. E. Crawshaw, and C. W. Hervey (secretary). The Management Committee of the Canterbury Rugby Union met last evening. Present:—Messrs F. T. Evans (chairman), L. Cerbett, S. F. Wilson, C. S. Hassell, A. E. Sims, A. E. McPhail, A. E. Byrne, C. Evans, F. D. Roberts, E. E. Crawshaw, and C. W. Hervey (secretary). The Management Committee of the Canterbury Rugby Union met last evening. Present:—Messrs F. T. Evans (chairman), L. Cerbett, S. F. Wilson, C. S. Hassell, A. E. Sims, A. E. McPhail, A. E. Byrne, C. Evans, F. D. Roberts, E. E. Crawshaw, and C. W. Hervey (secretary). The Management Committee of the Canterbury Rugby Union met last evening. Present:—Messrs F. T. Evans (chairman), L. Cerbett, S. F. Wilson, C. S. Hassell, A. E. Sims, A. E. McPhail, A. E. Byrne, C. Evans, F. D. Roberts, E. E. Crawshaw, and C. W. Hervey (secretary). CANTERBURY ASSOCIATION. The Management Committee of the Canterbury Rugby Union met last evening. Present:—Messrs F. T. Evans (chairman), L. Cerbett, S. F. Wilson, C. S. Hassell, A. E. Sims, A. E. McPhail, A. E. Byrne, C. Evans, F. D. Roberts, E. E. Crawshaw, and C. W. Hervey (secretary). The Management Committee of the Canterbury Rugby Union met last evening. Present:—Messrs F. T. Evans (chairman), L. Cerbett, S. F. Wilson, C. S. Hassell, A. E. Sims, A. E. McPhail, A. E. Byrne, C. Evans, F. D. Roberts, E. E. Crawshaw, and C. W. Hervey (secretary). GOLF. ASHBURTON CLUB. The mixed foursomes played at the Ashburton Golf Links resulted in a win for Mrs. Wood and A. E. Morrison, with a net score of 95. MANY A SLEEPLESS NIGHT. The Management Committee of the Canterbury Rugby Union met last evening. Present:—Messrs F. T. Evans (chairman), L. Cerbett, S. F. Wilson, C. S. Hassell, A. E. Sims, A. E. McPhail, A. E. Byrne, C. Evans, F. D. Roberts, E. E. Crawshaw, and C. W. Hervey (secretary). (495, 38, 620, 838)
